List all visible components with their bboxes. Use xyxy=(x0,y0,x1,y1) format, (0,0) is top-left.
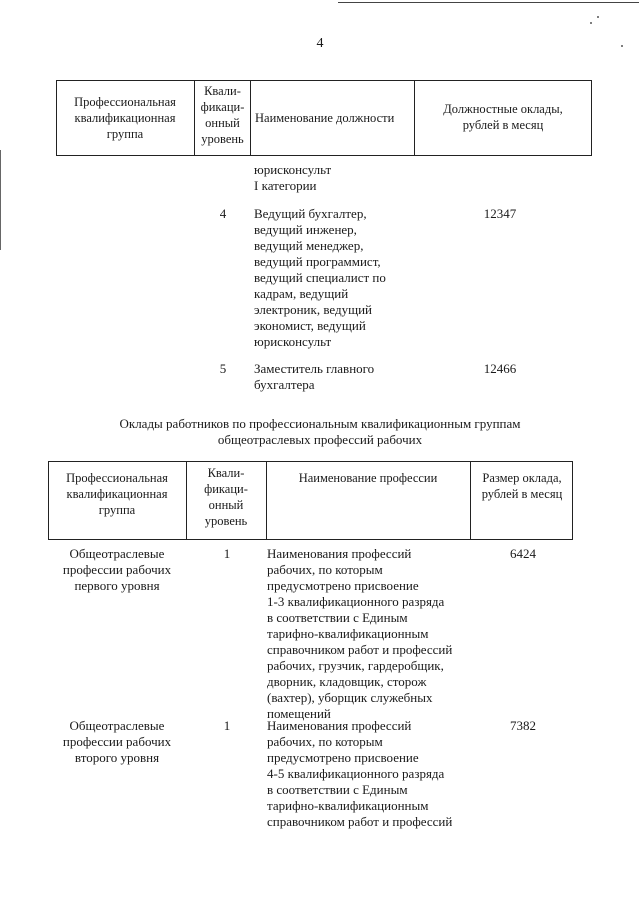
table1-col-border xyxy=(250,80,251,156)
table2-col-border xyxy=(48,461,49,540)
table1-row-position: юрисконсульт I категории xyxy=(254,162,332,193)
scan-speck xyxy=(597,16,599,18)
scan-edge-line xyxy=(0,150,1,250)
table1-header-position: Наименование должности xyxy=(255,111,395,125)
table1-top-border xyxy=(56,80,592,81)
table1-header-level: Квали- фикаци- онный уровень xyxy=(200,84,245,146)
table1-header-salary: Должностные оклады, рублей в месяц xyxy=(443,102,563,132)
table1-col-border xyxy=(591,80,592,156)
scan-speck xyxy=(590,22,592,24)
table2-row-profession: Наименования профессий рабочих, по которым предусмотрено присвоение 4-5 квалификационного разряда в соответствии с Единым тарифно-квалификационным справочником работ и профессий xyxy=(267,718,453,829)
table2-row-level: 1 xyxy=(223,546,231,561)
table1-row-level: 4 xyxy=(219,206,227,221)
table1-header-bottom-border xyxy=(56,155,592,156)
table2-header-group: Профессиональная квалификационная группа xyxy=(66,471,168,517)
scan-edge-line xyxy=(338,2,639,3)
table1-col-border xyxy=(414,80,415,156)
table2-top-border xyxy=(48,461,573,462)
table2-row-group: Общеотраслевые профессии рабочих второго уровня xyxy=(62,718,172,765)
table2-row-group: Общеотраслевые профессии рабочих первого уровня xyxy=(62,546,172,593)
table2-col-border xyxy=(186,461,187,540)
table1-row-position: Заместитель главного бухгалтера xyxy=(254,361,375,392)
section-title: Оклады работников по профессиональным квалификационным группам общеотраслевых профессий рабочих xyxy=(119,416,521,447)
table1-col-border xyxy=(56,80,57,156)
table2-row-salary: 6424 xyxy=(510,546,536,561)
table1-row-level: 5 xyxy=(219,361,227,376)
table2-row-profession: Наименования профессий рабочих, по которым предусмотрено присвоение 1-3 квалификационного разряда в соответствии с Единым тарифно-квалификационным справочником работ и профессий рабочих, грузчик, гардеробщик, дворник, кладовщик, сторож (вахтер), уборщик служебных помещений xyxy=(267,546,453,721)
page-number: 4 xyxy=(316,36,324,51)
table1-row-position: Ведущий бухгалтер, ведущий инженер, ведущий менеджер, ведущий программист, ведущий специалист по кадрам, ведущий электроник, ведущий экономист, ведущий юрисконсульт xyxy=(254,206,386,349)
table1-row-salary: 12347 xyxy=(483,206,517,221)
table2-col-border xyxy=(572,461,573,540)
table2-row-salary: 7382 xyxy=(510,718,536,733)
table2-header-profession: Наименование профессии xyxy=(298,471,438,485)
table2-col-border xyxy=(266,461,267,540)
table2-header-level: Квали- фикаци- онный уровень xyxy=(204,466,248,528)
table2-header-salary: Размер оклада, рублей в месяц xyxy=(481,471,563,501)
scan-speck xyxy=(621,45,623,47)
table1-header-group: Профессиональная квалификационная группа xyxy=(74,95,176,141)
table1-col-border xyxy=(194,80,195,156)
table2-row-level: 1 xyxy=(223,718,231,733)
table2-header-bottom-border xyxy=(48,539,573,540)
table1-row-salary: 12466 xyxy=(483,361,517,376)
table2-col-border xyxy=(470,461,471,540)
